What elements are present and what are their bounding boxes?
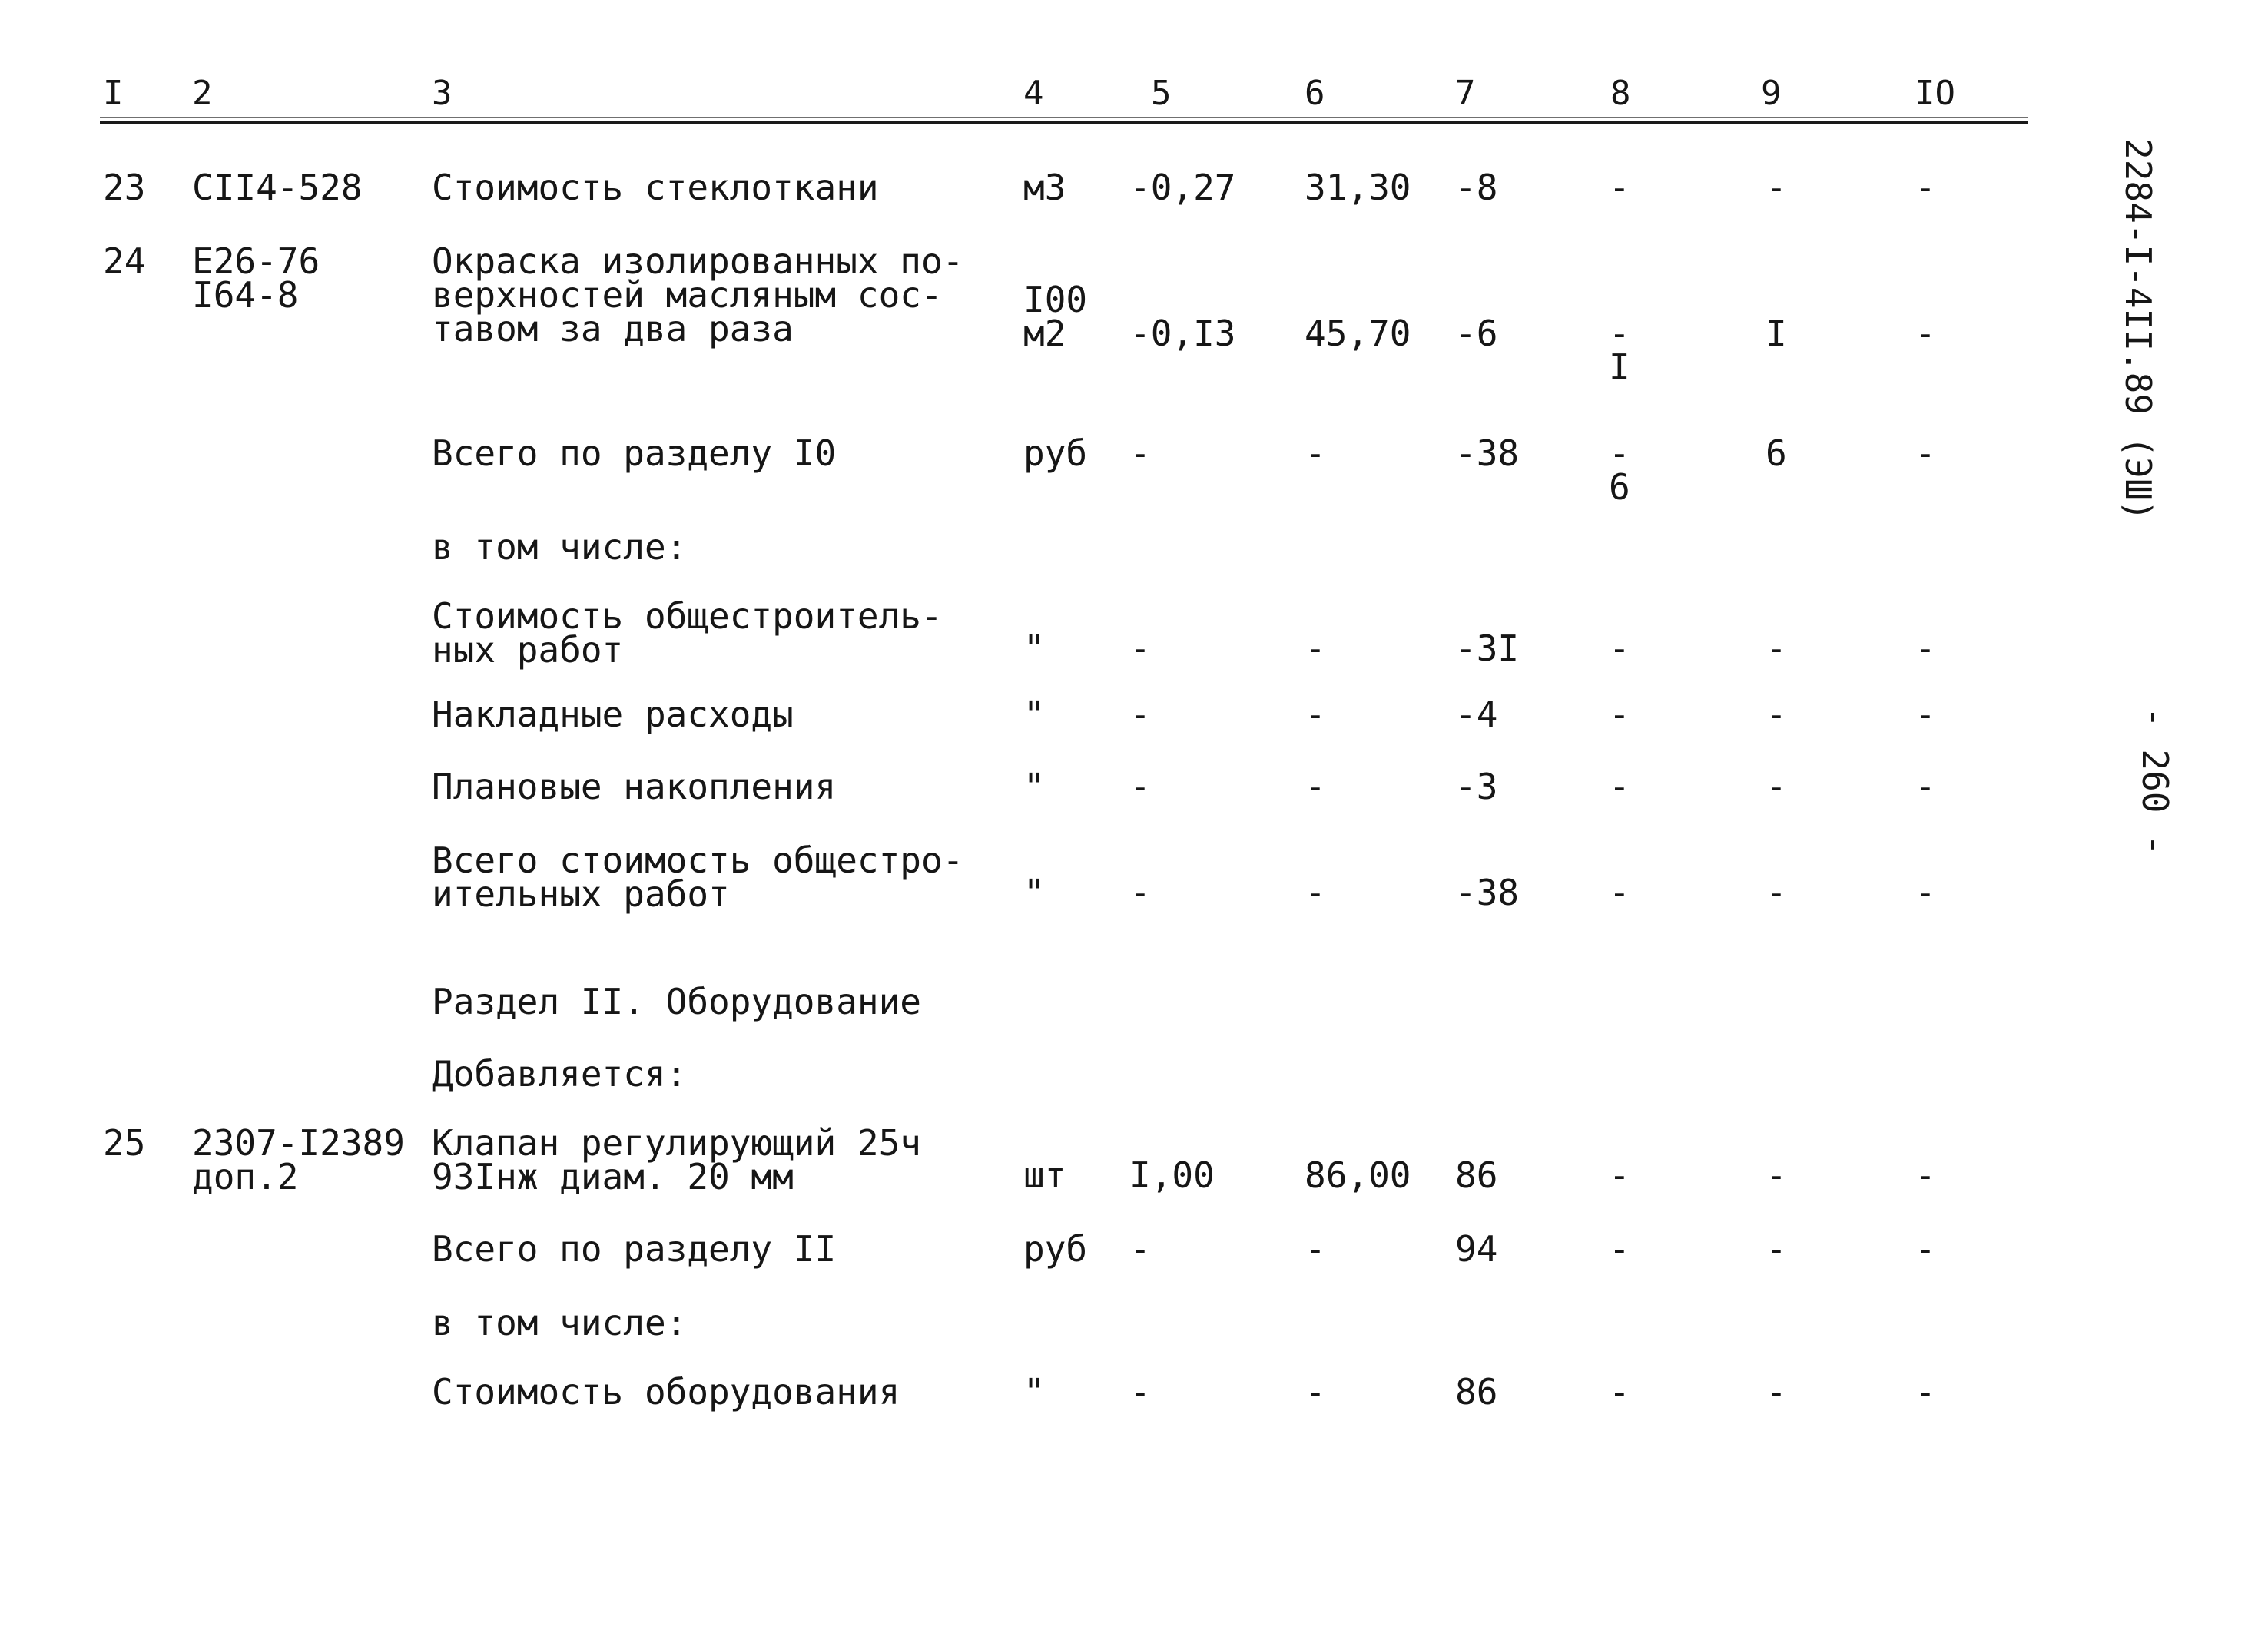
cell-price: - bbox=[1305, 1228, 1326, 1270]
cell-c9: - bbox=[1766, 628, 1787, 669]
cell-unit: м3 bbox=[1023, 167, 1066, 208]
page-number: - 260 - bbox=[2134, 707, 2176, 856]
cell-c10: - bbox=[1915, 1228, 1936, 1270]
cell-c8: - bbox=[1609, 1371, 1630, 1413]
cell-c9: - bbox=[1766, 1371, 1787, 1413]
column-header: 4 bbox=[1023, 74, 1044, 113]
cell-c10: - bbox=[1915, 694, 1936, 735]
column-header: 9 bbox=[1761, 74, 1782, 113]
cell-no: 25 bbox=[103, 1122, 146, 1164]
cell-unit: I00 м2 bbox=[1023, 279, 1088, 354]
column-header: 8 bbox=[1610, 74, 1631, 113]
header-rule bbox=[100, 117, 2028, 118]
cell-price: - bbox=[1305, 766, 1326, 807]
cell-c8: - bbox=[1609, 628, 1630, 669]
cell-name: в том числе: bbox=[432, 1302, 688, 1343]
cell-c8: - bbox=[1609, 1154, 1630, 1196]
column-header: 2 bbox=[192, 74, 213, 113]
column-header: 6 bbox=[1305, 74, 1325, 113]
cell-total: 86 bbox=[1455, 1371, 1498, 1413]
cell-unit: руб bbox=[1023, 1228, 1088, 1270]
cell-total: -6 bbox=[1455, 313, 1498, 354]
cell-total: -8 bbox=[1455, 167, 1498, 208]
cell-qty: - bbox=[1129, 432, 1151, 474]
cell-no: 24 bbox=[103, 240, 146, 282]
cell-qty: - bbox=[1129, 628, 1151, 669]
cell-qty: -0,I3 bbox=[1129, 313, 1236, 354]
cell-qty: I,00 bbox=[1129, 1154, 1215, 1196]
cell-c8: - bbox=[1609, 1228, 1630, 1270]
cell-total: -3I bbox=[1455, 628, 1520, 669]
cell-unit: " bbox=[1023, 694, 1045, 735]
cell-total: -4 bbox=[1455, 694, 1498, 735]
cell-c8: - I bbox=[1609, 313, 1630, 388]
cell-c8: - bbox=[1609, 766, 1630, 807]
cell-c9: - bbox=[1766, 1228, 1787, 1270]
cell-c10: - bbox=[1915, 1371, 1936, 1413]
document-code: 2284-I-4II.89 (ЭШ) bbox=[2117, 138, 2159, 522]
cell-code: 2307-I2389 доп.2 bbox=[192, 1122, 405, 1197]
cell-name: Стоимость стеклоткани bbox=[432, 167, 879, 208]
cell-total: -38 bbox=[1455, 432, 1520, 474]
cell-name: Стоимость общестроитель- ных работ bbox=[432, 595, 943, 671]
cell-price: 86,00 bbox=[1305, 1154, 1411, 1196]
cell-total: -3 bbox=[1455, 766, 1498, 807]
cell-name: Раздел II. Оборудование bbox=[432, 981, 921, 1022]
cell-name: Всего по разделу II bbox=[432, 1228, 837, 1270]
cell-c9: - bbox=[1766, 766, 1787, 807]
cell-c8: - 6 bbox=[1609, 432, 1630, 508]
cell-name: Плановые накопления bbox=[432, 766, 837, 807]
cell-c10: - bbox=[1915, 313, 1936, 354]
cell-price: - bbox=[1305, 432, 1326, 474]
cell-c9: - bbox=[1766, 167, 1787, 208]
cell-price: - bbox=[1305, 1371, 1326, 1413]
cell-c10: - bbox=[1915, 167, 1936, 208]
cell-c9: - bbox=[1766, 694, 1787, 735]
cell-c10: - bbox=[1915, 1154, 1936, 1196]
cell-unit: " bbox=[1023, 766, 1045, 807]
column-header: 7 bbox=[1455, 74, 1476, 113]
cell-name: Добавляется: bbox=[432, 1053, 688, 1095]
cell-c9: - bbox=[1766, 872, 1787, 913]
cell-name: Окраска изолированных по- верхностей масляным сос- тавом за два раза bbox=[432, 240, 964, 349]
cell-code: E26-76 I64-8 bbox=[192, 240, 320, 316]
cell-qty: - bbox=[1129, 766, 1151, 807]
cell-price: 45,70 bbox=[1305, 313, 1411, 354]
column-header: 3 bbox=[432, 74, 453, 113]
cell-qty: -0,27 bbox=[1129, 167, 1236, 208]
cell-qty: - bbox=[1129, 1228, 1151, 1270]
cell-code: CII4-528 bbox=[192, 167, 363, 208]
cell-total: 94 bbox=[1455, 1228, 1498, 1270]
column-header: IO bbox=[1915, 74, 1955, 113]
cell-price: - bbox=[1305, 628, 1326, 669]
cell-name: Всего стоимость общестро- ительных работ bbox=[432, 840, 964, 915]
cell-qty: - bbox=[1129, 1371, 1151, 1413]
cell-name: в том числе: bbox=[432, 526, 688, 568]
cell-name: Накладные расходы bbox=[432, 694, 794, 735]
cell-c9: I bbox=[1766, 313, 1787, 354]
cell-c8: - bbox=[1609, 167, 1630, 208]
cell-qty: - bbox=[1129, 872, 1151, 913]
header-rule bbox=[100, 121, 2028, 124]
cell-unit: руб bbox=[1023, 432, 1088, 474]
cell-total: -38 bbox=[1455, 872, 1520, 913]
cell-no: 23 bbox=[103, 167, 146, 208]
cell-c10: - bbox=[1915, 432, 1936, 474]
cell-name: Всего по разделу I0 bbox=[432, 432, 837, 474]
cell-c8: - bbox=[1609, 872, 1630, 913]
cell-unit: " bbox=[1023, 872, 1045, 913]
column-header: 5 bbox=[1151, 74, 1172, 113]
cell-c10: - bbox=[1915, 872, 1936, 913]
cell-qty: - bbox=[1129, 694, 1151, 735]
cell-unit: " bbox=[1023, 1371, 1045, 1413]
cell-c9: 6 bbox=[1766, 432, 1787, 474]
cell-price: - bbox=[1305, 694, 1326, 735]
cell-price: 31,30 bbox=[1305, 167, 1411, 208]
cell-name: Клапан регулирующий 25ч 93Iнж диам. 20 мм bbox=[432, 1122, 921, 1197]
cell-price: - bbox=[1305, 872, 1326, 913]
cell-unit: шт bbox=[1023, 1154, 1066, 1196]
cell-c10: - bbox=[1915, 628, 1936, 669]
cell-c9: - bbox=[1766, 1154, 1787, 1196]
column-header: I bbox=[103, 74, 124, 113]
cell-c10: - bbox=[1915, 766, 1936, 807]
cell-c8: - bbox=[1609, 694, 1630, 735]
cell-unit: " bbox=[1023, 628, 1045, 669]
cell-total: 86 bbox=[1455, 1154, 1498, 1196]
cell-name: Стоимость оборудования bbox=[432, 1371, 900, 1413]
